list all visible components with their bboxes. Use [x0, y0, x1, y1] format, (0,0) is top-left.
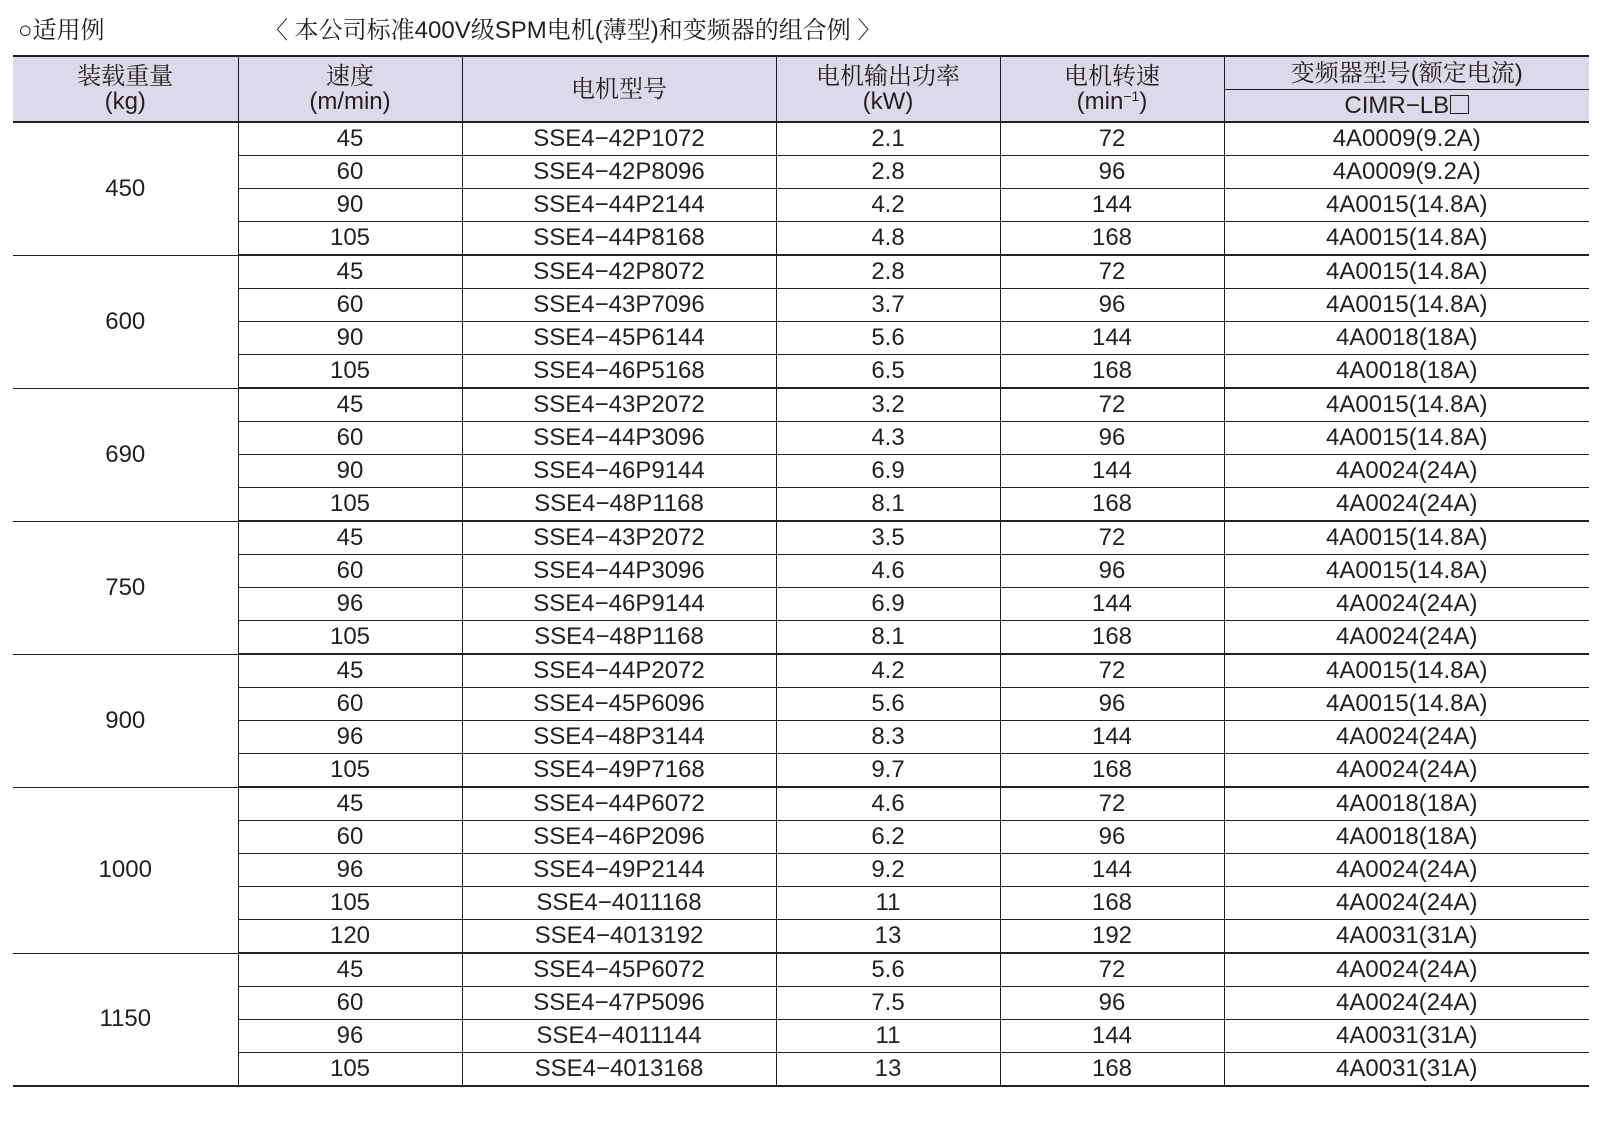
power-cell: 4.6 [776, 787, 1000, 821]
motor-cell: SSE4−45P6072 [462, 953, 776, 987]
load-group [13, 787, 1589, 953]
rpm-cell: 96 [1000, 987, 1224, 1020]
motor-cell: SSE4−4013168 [462, 1053, 776, 1087]
table-row [13, 355, 1589, 389]
power-cell: 4.3 [776, 422, 1000, 455]
inverter-cell: 4A0024(24A) [1224, 987, 1589, 1020]
load-header-line1: 装载重量 [77, 63, 174, 90]
load-cell: 690 [13, 388, 238, 521]
table-row [13, 189, 1589, 222]
column-header-motor-model [462, 56, 776, 122]
power-cell: 8.1 [776, 621, 1000, 655]
inverter-cell: 4A0018(18A) [1224, 787, 1589, 821]
rpm-cell: 72 [1000, 255, 1224, 289]
power-cell: 9.7 [776, 754, 1000, 788]
power-cell: 6.5 [776, 355, 1000, 389]
inverter-cell: 4A0031(31A) [1224, 1020, 1589, 1053]
column-header-inverter-series [1224, 90, 1589, 123]
speed-cell: 105 [238, 222, 462, 256]
power-cell: 11 [776, 1020, 1000, 1053]
load-cell: 600 [13, 255, 238, 388]
speed-cell: 96 [238, 854, 462, 887]
table-row [13, 987, 1589, 1020]
inverter-cell: 4A0018(18A) [1224, 322, 1589, 355]
rpm-cell: 192 [1000, 920, 1224, 954]
power-cell: 5.6 [776, 688, 1000, 721]
power-cell: 13 [776, 1053, 1000, 1087]
speed-cell: 105 [238, 488, 462, 522]
speed-cell: 90 [238, 455, 462, 488]
load-cell: 750 [13, 521, 238, 654]
motor-cell: SSE4−44P6072 [462, 787, 776, 821]
power-header-line1: 电机输出功率 [816, 63, 960, 90]
inverter-header-line1: 变频器型号(额定电流) [1290, 59, 1523, 87]
load-cell: 450 [13, 122, 238, 255]
inverter-cell: 4A0015(14.8A) [1224, 521, 1589, 555]
rpm-cell: 168 [1000, 887, 1224, 920]
speed-cell: 45 [238, 388, 462, 422]
speed-cell: 60 [238, 422, 462, 455]
section-title: ○适用例 [18, 17, 105, 44]
motor-cell: SSE4−44P2072 [462, 654, 776, 688]
inverter-cell: 4A0024(24A) [1224, 455, 1589, 488]
inverter-cell: 4A0024(24A) [1224, 588, 1589, 621]
power-cell: 6.2 [776, 821, 1000, 854]
motor-cell: SSE4−43P2072 [462, 388, 776, 422]
rpm-cell: 72 [1000, 521, 1224, 555]
table-row [13, 555, 1589, 588]
power-cell: 2.8 [776, 255, 1000, 289]
power-cell: 2.8 [776, 156, 1000, 189]
combination-table [13, 55, 1589, 1087]
rpm-cell: 96 [1000, 555, 1224, 588]
speed-cell: 105 [238, 754, 462, 788]
speed-cell: 105 [238, 887, 462, 920]
table-row [13, 688, 1589, 721]
rpm-cell: 144 [1000, 1020, 1224, 1053]
inverter-cell: 4A0009(9.2A) [1224, 122, 1589, 156]
table-row [13, 222, 1589, 256]
inverter-cell: 4A0024(24A) [1224, 754, 1589, 788]
rpm-cell: 96 [1000, 821, 1224, 854]
power-cell: 3.7 [776, 289, 1000, 322]
motor-cell: SSE4−49P7168 [462, 754, 776, 788]
load-cell: 900 [13, 654, 238, 787]
inverter-cell: 4A0009(9.2A) [1224, 156, 1589, 189]
table-row [13, 953, 1589, 987]
table-row [13, 887, 1589, 920]
table-row [13, 122, 1589, 156]
column-header-speed [238, 56, 462, 122]
motor-cell: SSE4−42P8072 [462, 255, 776, 289]
table-row [13, 388, 1589, 422]
inverter-cell: 4A0024(24A) [1224, 721, 1589, 754]
power-cell: 5.6 [776, 322, 1000, 355]
speed-cell: 60 [238, 289, 462, 322]
speed-cell: 45 [238, 255, 462, 289]
load-group [13, 953, 1589, 1086]
speed-cell: 120 [238, 920, 462, 954]
rpm-cell: 144 [1000, 189, 1224, 222]
speed-cell: 105 [238, 1053, 462, 1087]
motor-cell: SSE4−48P1168 [462, 488, 776, 522]
load-cell: 1000 [13, 787, 238, 953]
table-row [13, 721, 1589, 754]
rpm-unit-exponent: −1 [1123, 88, 1140, 104]
speed-cell: 96 [238, 588, 462, 621]
table-row [13, 322, 1589, 355]
inverter-cell: 4A0031(31A) [1224, 1053, 1589, 1087]
table-row [13, 422, 1589, 455]
load-group [13, 654, 1589, 787]
speed-cell: 45 [238, 122, 462, 156]
motor-cell: SSE4−4011168 [462, 887, 776, 920]
speed-cell: 60 [238, 821, 462, 854]
motor-cell: SSE4−46P9144 [462, 588, 776, 621]
inverter-cell: 4A0015(14.8A) [1224, 555, 1589, 588]
table-row [13, 654, 1589, 688]
speed-cell: 45 [238, 521, 462, 555]
rpm-cell: 168 [1000, 355, 1224, 389]
motor-cell: SSE4−48P1168 [462, 621, 776, 655]
inverter-cell: 4A0024(24A) [1224, 854, 1589, 887]
inverter-cell: 4A0024(24A) [1224, 488, 1589, 522]
motor-cell: SSE4−44P8168 [462, 222, 776, 256]
column-header-power [776, 56, 1000, 122]
table-header [13, 56, 1589, 122]
load-header-line2: (kg) [104, 88, 146, 115]
speed-header-line1: 速度 [326, 63, 374, 90]
motor-cell: SSE4−49P2144 [462, 854, 776, 887]
rpm-header-line1: 电机转速 [1064, 63, 1160, 90]
rpm-cell: 144 [1000, 588, 1224, 621]
power-cell: 4.6 [776, 555, 1000, 588]
rpm-cell: 72 [1000, 122, 1224, 156]
inverter-cell: 4A0015(14.8A) [1224, 688, 1589, 721]
table-row [13, 1053, 1589, 1087]
load-group [13, 388, 1589, 521]
table-row [13, 821, 1589, 854]
inverter-cell: 4A0015(14.8A) [1224, 654, 1589, 688]
table-caption: 〈 本公司标准400V级SPM电机(薄型)和变频器的组合例 〉 [264, 17, 882, 44]
motor-cell: SSE4−42P8096 [462, 156, 776, 189]
table-row [13, 588, 1589, 621]
rpm-cell: 72 [1000, 654, 1224, 688]
rpm-cell: 72 [1000, 953, 1224, 987]
speed-cell: 90 [238, 189, 462, 222]
speed-cell: 60 [238, 987, 462, 1020]
rpm-cell: 96 [1000, 688, 1224, 721]
table-row [13, 920, 1589, 954]
power-cell: 9.2 [776, 854, 1000, 887]
inverter-cell: 4A0015(14.8A) [1224, 289, 1589, 322]
motor-cell: SSE4−4013192 [462, 920, 776, 954]
table-row [13, 754, 1589, 788]
power-cell: 2.1 [776, 122, 1000, 156]
rpm-cell: 168 [1000, 1053, 1224, 1087]
column-header-load [13, 56, 238, 122]
motor-cell: SSE4−47P5096 [462, 987, 776, 1020]
rpm-cell: 72 [1000, 787, 1224, 821]
speed-header-line2: (m/min) [309, 88, 391, 115]
speed-cell: 90 [238, 322, 462, 355]
motor-model-header: 电机型号 [571, 75, 667, 103]
column-header-inverter [1224, 56, 1589, 90]
motor-cell: SSE4−44P2144 [462, 189, 776, 222]
power-cell: 8.1 [776, 488, 1000, 522]
inverter-cell: 4A0024(24A) [1224, 887, 1589, 920]
motor-cell: SSE4−42P1072 [462, 122, 776, 156]
power-cell: 4.2 [776, 654, 1000, 688]
motor-cell: SSE4−4011144 [462, 1020, 776, 1053]
motor-cell: SSE4−43P2072 [462, 521, 776, 555]
rpm-cell: 168 [1000, 754, 1224, 788]
speed-cell: 60 [238, 156, 462, 189]
power-cell: 4.8 [776, 222, 1000, 256]
inverter-cell: 4A0031(31A) [1224, 920, 1589, 954]
motor-cell: SSE4−45P6144 [462, 322, 776, 355]
inverter-cell: 4A0015(14.8A) [1224, 222, 1589, 256]
power-cell: 7.5 [776, 987, 1000, 1020]
inverter-cell: 4A0018(18A) [1224, 355, 1589, 389]
table-row [13, 787, 1589, 821]
speed-cell: 60 [238, 688, 462, 721]
motor-cell: SSE4−44P3096 [462, 555, 776, 588]
table-row [13, 455, 1589, 488]
table-row [13, 1020, 1589, 1053]
rpm-header-line2 [1001, 89, 1224, 114]
speed-cell: 96 [238, 721, 462, 754]
table-row [13, 854, 1589, 887]
column-header-rpm [1000, 56, 1224, 122]
power-cell: 13 [776, 920, 1000, 954]
power-header-line2: (kW) [862, 88, 914, 115]
page-header [18, 4, 1588, 46]
speed-cell: 96 [238, 1020, 462, 1053]
speed-cell: 60 [238, 555, 462, 588]
rpm-cell: 144 [1000, 721, 1224, 754]
rpm-cell: 144 [1000, 322, 1224, 355]
rpm-cell: 96 [1000, 289, 1224, 322]
motor-cell: SSE4−45P6096 [462, 688, 776, 721]
motor-cell: SSE4−43P7096 [462, 289, 776, 322]
rpm-cell: 144 [1000, 455, 1224, 488]
power-cell: 4.2 [776, 189, 1000, 222]
speed-cell: 105 [238, 355, 462, 389]
table-row [13, 488, 1589, 522]
load-group [13, 122, 1589, 255]
rpm-cell: 72 [1000, 388, 1224, 422]
rpm-unit-close: ) [1139, 88, 1148, 115]
power-cell: 3.2 [776, 388, 1000, 422]
inverter-cell: 4A0024(24A) [1224, 621, 1589, 655]
speed-cell: 45 [238, 953, 462, 987]
speed-cell: 45 [238, 654, 462, 688]
table-row [13, 255, 1589, 289]
speed-cell: 45 [238, 787, 462, 821]
power-cell: 6.9 [776, 455, 1000, 488]
inverter-series-label: CIMR−LB [1344, 92, 1450, 119]
load-cell: 1150 [13, 953, 238, 1086]
rpm-cell: 96 [1000, 422, 1224, 455]
rpm-unit-base: (min [1076, 88, 1124, 115]
rpm-cell: 168 [1000, 488, 1224, 522]
load-group [13, 521, 1589, 654]
rpm-cell: 96 [1000, 156, 1224, 189]
table-row [13, 289, 1589, 322]
table-row [13, 621, 1589, 655]
rpm-cell: 168 [1000, 222, 1224, 256]
power-cell: 3.5 [776, 521, 1000, 555]
motor-cell: SSE4−44P3096 [462, 422, 776, 455]
motor-cell: SSE4−46P5168 [462, 355, 776, 389]
inverter-cell: 4A0015(14.8A) [1224, 388, 1589, 422]
motor-cell: SSE4−48P3144 [462, 721, 776, 754]
speed-cell: 105 [238, 621, 462, 655]
inverter-cell: 4A0015(14.8A) [1224, 422, 1589, 455]
motor-cell: SSE4−46P9144 [462, 455, 776, 488]
load-group [13, 255, 1589, 388]
power-cell: 5.6 [776, 953, 1000, 987]
rpm-cell: 144 [1000, 854, 1224, 887]
power-cell: 11 [776, 887, 1000, 920]
power-cell: 8.3 [776, 721, 1000, 754]
table-row [13, 521, 1589, 555]
inverter-cell: 4A0015(14.8A) [1224, 255, 1589, 289]
inverter-cell: 4A0015(14.8A) [1224, 189, 1589, 222]
inverter-cell: 4A0018(18A) [1224, 821, 1589, 854]
inverter-cell: 4A0024(24A) [1224, 953, 1589, 987]
rpm-cell: 168 [1000, 621, 1224, 655]
power-cell: 6.9 [776, 588, 1000, 621]
motor-cell: SSE4−46P2096 [462, 821, 776, 854]
placeholder-box-icon [1450, 95, 1469, 114]
table-row [13, 156, 1589, 189]
